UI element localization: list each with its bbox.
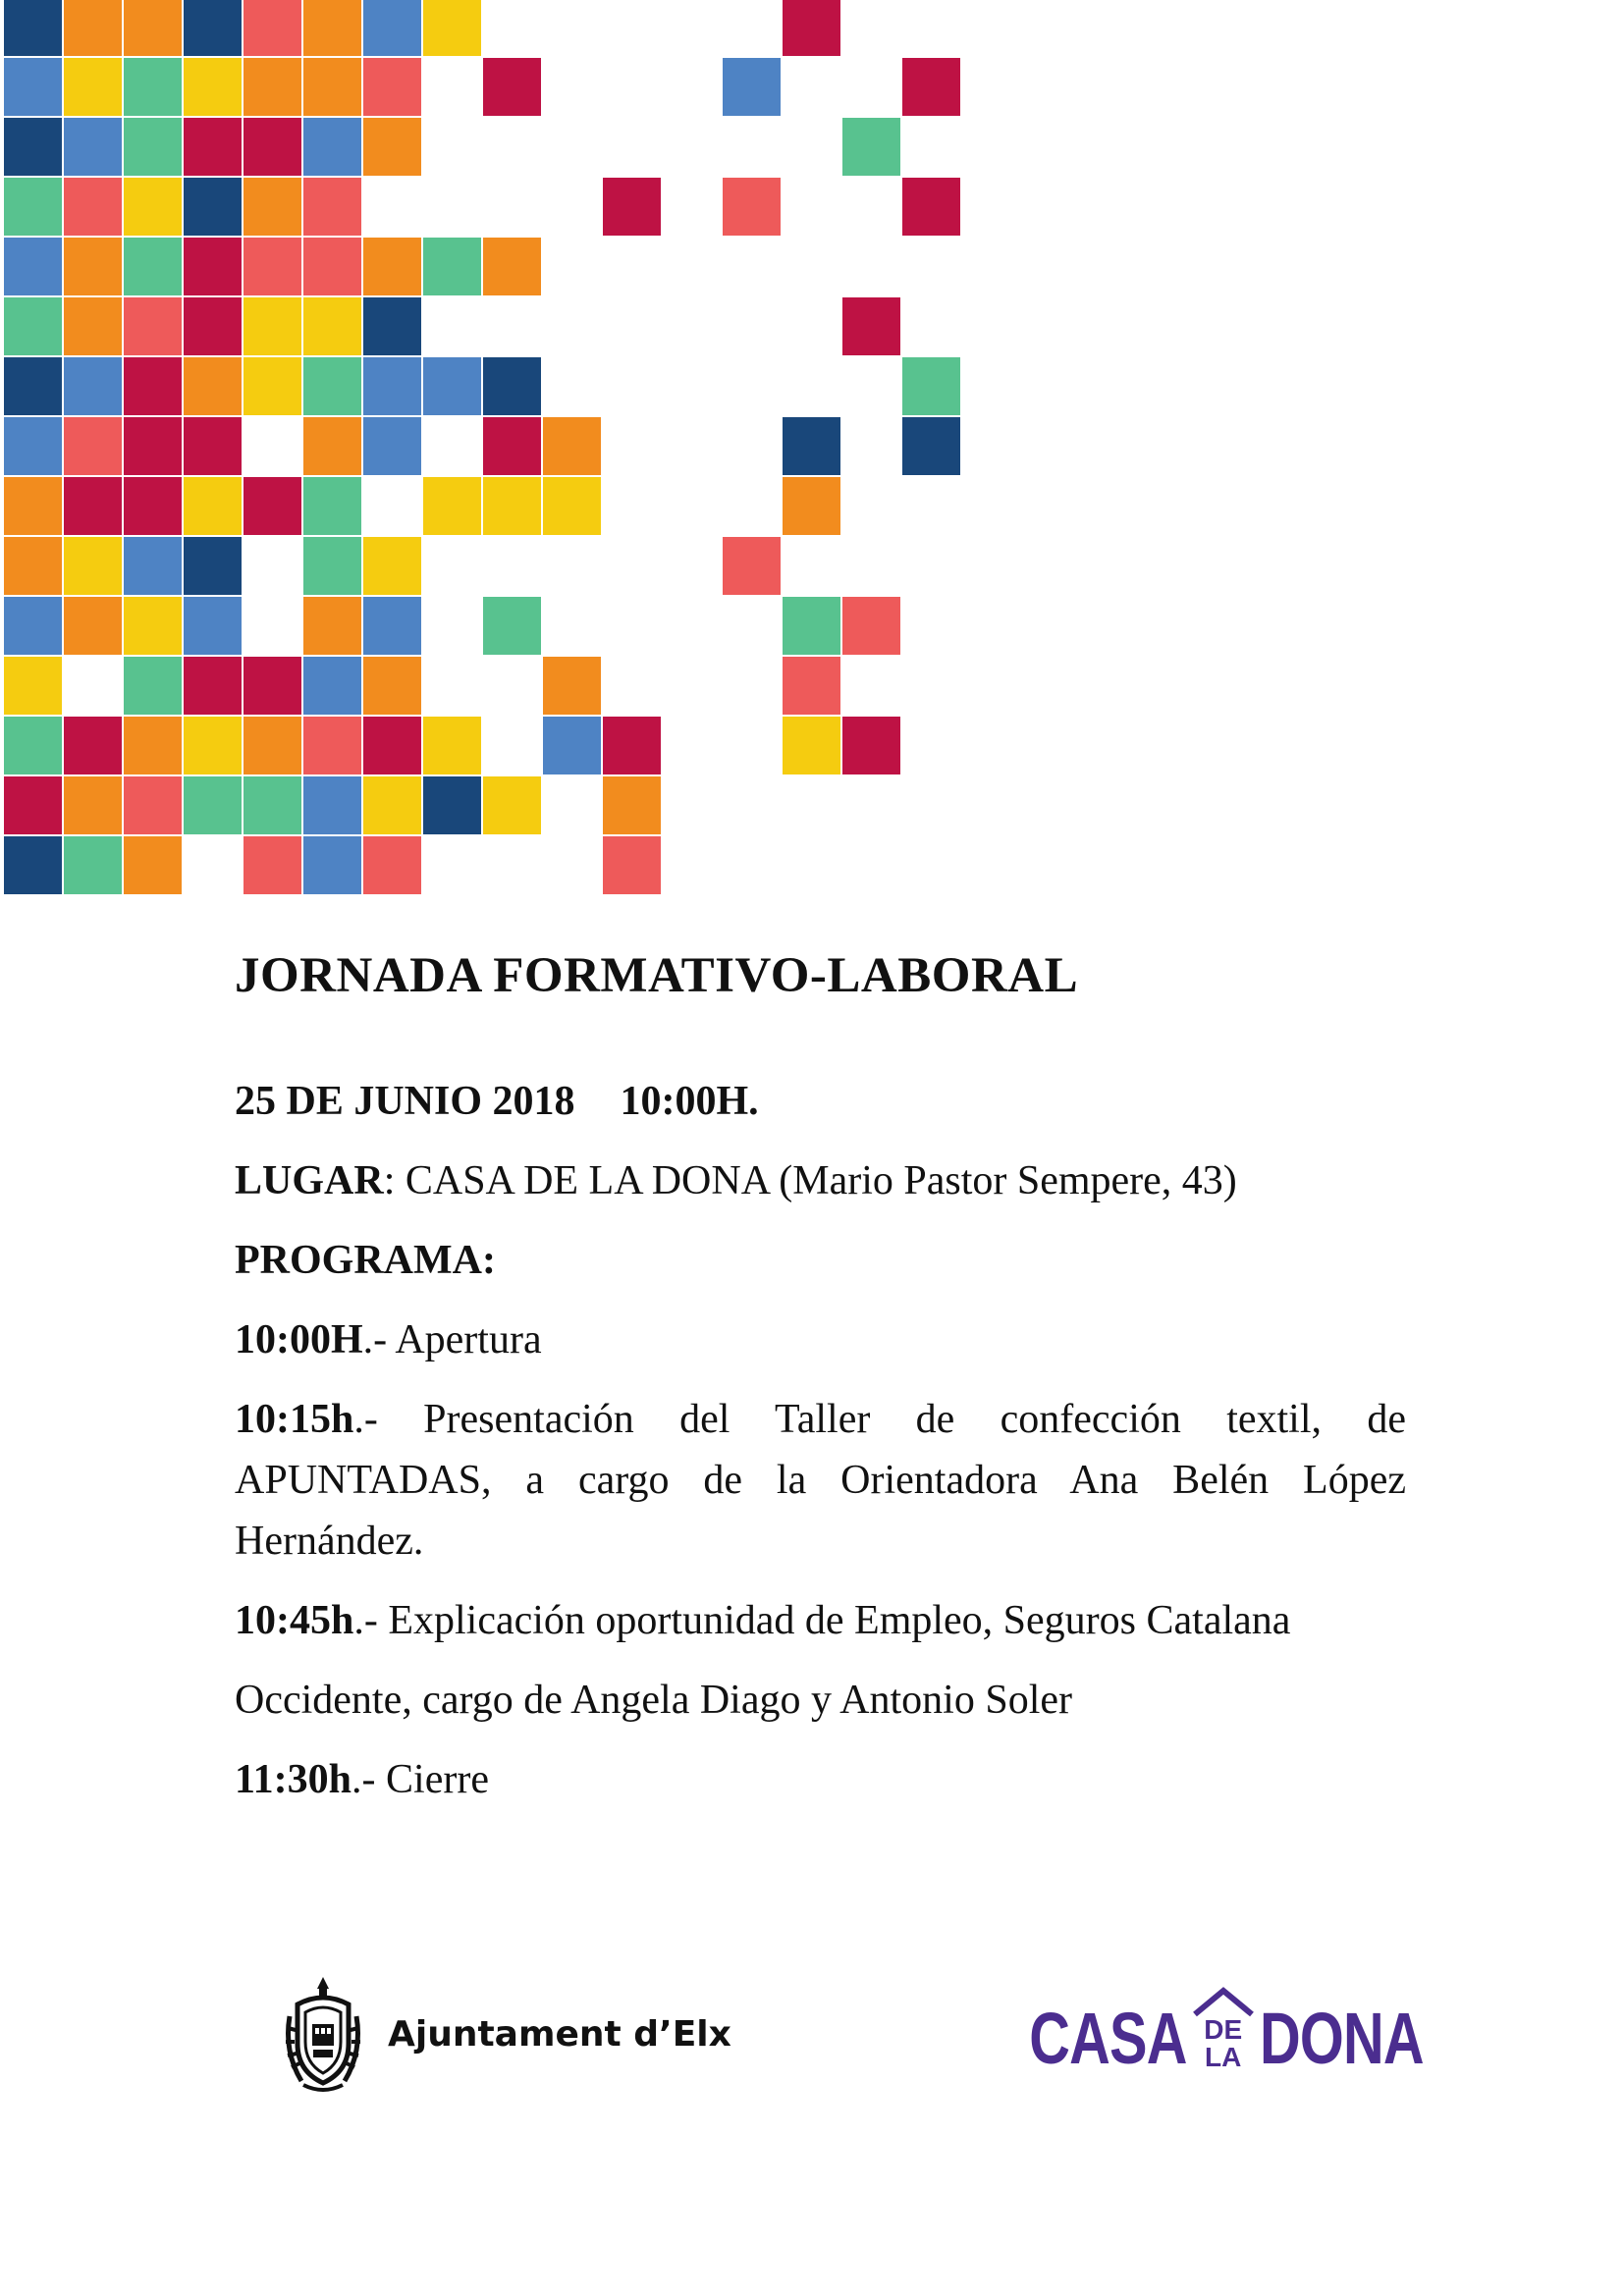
event-time: 10:00H.: [620, 1079, 759, 1124]
program-item-text: .- Cierre: [352, 1757, 489, 1802]
mosaic-tile: [363, 0, 421, 56]
mosaic-tile: [64, 597, 122, 655]
mosaic-tile: [303, 238, 361, 295]
la-word: LA: [1205, 2042, 1242, 2072]
mosaic-tile: [483, 417, 541, 475]
mosaic-tile: [303, 357, 361, 415]
mosaic-tile: [243, 477, 301, 535]
event-date: 25 DE JUNIO 2018: [235, 1079, 575, 1124]
mosaic-tile: [124, 597, 182, 655]
mosaic-tile: [184, 597, 242, 655]
mosaic-tile: [902, 58, 960, 116]
mosaic-tile: [4, 657, 62, 715]
mosaic-tile: [243, 0, 301, 56]
mosaic-tile: [124, 776, 182, 834]
mosaic-tile: [842, 597, 900, 655]
mosaic-tile: [4, 0, 62, 56]
mosaic-tile: [423, 776, 481, 834]
program-item-time: 10:00H: [235, 1317, 363, 1362]
mosaic-tile: [184, 537, 242, 595]
program-item-text: .- Apertura: [362, 1317, 542, 1362]
mosaic-tile: [902, 357, 960, 415]
mosaic-tile: [423, 717, 481, 774]
mosaic-tile: [124, 657, 182, 715]
program-item-time: 10:45h: [235, 1598, 354, 1643]
program-item: [235, 1749, 1406, 1810]
mosaic-tile: [243, 238, 301, 295]
mosaic-tile: [124, 178, 182, 236]
mosaic-tile: [303, 0, 361, 56]
program-item-time: 10:15h: [235, 1397, 354, 1442]
mosaic-tile: [603, 178, 661, 236]
mosaic-tile: [184, 417, 242, 475]
ajuntament-elx-logo: [280, 1973, 731, 2096]
mosaic-tile: [243, 836, 301, 894]
mosaic-tile: [363, 537, 421, 595]
mosaic-tile: [64, 537, 122, 595]
decorative-mosaic-header: [0, 0, 1208, 898]
mosaic-tile: [243, 58, 301, 116]
mosaic-tile: [64, 717, 122, 774]
mosaic-tile: [243, 118, 301, 176]
mosaic-tile: [124, 417, 182, 475]
mosaic-tile: [4, 537, 62, 595]
mosaic-tile: [783, 477, 840, 535]
mosaic-tile: [783, 657, 840, 715]
mosaic-tile: [64, 477, 122, 535]
program-item-text: .- Explicación oportunidad de Empleo, Seguros Catalana: [353, 1598, 1291, 1643]
mosaic-tile: [363, 58, 421, 116]
mosaic-tile: [303, 836, 361, 894]
mosaic-tile: [303, 537, 361, 595]
de-word: DE: [1204, 2014, 1243, 2045]
mosaic-tile: [184, 118, 242, 176]
mosaic-tile: [543, 477, 601, 535]
mosaic-tile: [363, 357, 421, 415]
mosaic-tile: [124, 537, 182, 595]
mosaic-tile: [64, 0, 122, 56]
mosaic-tile: [64, 776, 122, 834]
mosaic-tile: [243, 357, 301, 415]
casa-de-la-dona-logo: [985, 1985, 1470, 2079]
mosaic-tile: [483, 477, 541, 535]
event-title: JORNADA FORMATIVO-LABORAL: [235, 948, 1079, 1003]
mosaic-tile: [303, 297, 361, 355]
dona-word: DONA: [1259, 1998, 1424, 2079]
mosaic-tile: [363, 238, 421, 295]
mosaic-tile: [483, 776, 541, 834]
mosaic-tile: [842, 297, 900, 355]
mosaic-tile: [363, 597, 421, 655]
mosaic-tile: [303, 776, 361, 834]
program-item: [235, 1389, 1406, 1572]
event-date-time: [235, 1071, 1406, 1132]
casa-word: CASA: [1029, 1998, 1187, 2079]
mosaic-tile: [783, 597, 840, 655]
mosaic-tile: [423, 357, 481, 415]
mosaic-tile: [423, 238, 481, 295]
mosaic-tile: [723, 58, 781, 116]
mosaic-tile: [783, 417, 840, 475]
mosaic-tile: [124, 477, 182, 535]
mosaic-tile: [64, 836, 122, 894]
mosaic-tile: [4, 357, 62, 415]
program-item-time: 11:30h: [235, 1757, 352, 1802]
mosaic-tile: [902, 178, 960, 236]
program-item: [235, 1590, 1406, 1651]
mosaic-tile: [603, 836, 661, 894]
mosaic-tile: [184, 717, 242, 774]
event-content: [235, 947, 1406, 1829]
mosaic-tile: [423, 477, 481, 535]
mosaic-tile: [243, 297, 301, 355]
mosaic-tile: [363, 118, 421, 176]
mosaic-tile: [483, 238, 541, 295]
mosaic-tile: [64, 58, 122, 116]
mosaic-tile: [64, 417, 122, 475]
mosaic-tile: [124, 836, 182, 894]
mosaic-tile: [303, 58, 361, 116]
mosaic-tile: [603, 717, 661, 774]
mosaic-tile: [4, 597, 62, 655]
mosaic-tile: [184, 238, 242, 295]
elx-coat-of-arms-icon: [280, 1973, 366, 2096]
location-label: LUGAR: [235, 1158, 384, 1203]
mosaic-tile: [423, 0, 481, 56]
mosaic-tile: [4, 836, 62, 894]
mosaic-tile: [543, 417, 601, 475]
mosaic-tile: [303, 417, 361, 475]
mosaic-tile: [124, 118, 182, 176]
mosaic-tile: [723, 537, 781, 595]
event-location: [235, 1150, 1406, 1211]
mosaic-tile: [124, 357, 182, 415]
mosaic-tile: [184, 178, 242, 236]
mosaic-tile: [4, 297, 62, 355]
mosaic-tile: [64, 357, 122, 415]
mosaic-tile: [64, 118, 122, 176]
mosaic-tile: [483, 58, 541, 116]
mosaic-tile: [184, 58, 242, 116]
mosaic-tile: [4, 477, 62, 535]
mosaic-tile: [243, 717, 301, 774]
mosaic-tile: [184, 477, 242, 535]
mosaic-tile: [184, 776, 242, 834]
mosaic-tile: [4, 717, 62, 774]
program-item-text: .- Presentación del Taller de confección textil, de APUNTADAS, a cargo de la Orientadora Ana Belén López Hernández.: [235, 1397, 1406, 1564]
mosaic-tile: [64, 178, 122, 236]
mosaic-tile: [64, 238, 122, 295]
mosaic-tile: [4, 118, 62, 176]
mosaic-tile: [783, 717, 840, 774]
mosaic-tile: [543, 657, 601, 715]
mosaic-tile: [842, 118, 900, 176]
mosaic-tile: [303, 118, 361, 176]
mosaic-tile: [243, 657, 301, 715]
mosaic-tile: [723, 178, 781, 236]
footer-logos: [0, 1973, 1623, 2110]
program-heading: [235, 1230, 1406, 1291]
mosaic-tile: [184, 297, 242, 355]
mosaic-tile: [363, 417, 421, 475]
mosaic-tile: [184, 0, 242, 56]
elx-label: Ajuntament d’Elx: [388, 2014, 731, 2055]
mosaic-tile: [184, 657, 242, 715]
mosaic-tile: [603, 776, 661, 834]
mosaic-tile: [363, 776, 421, 834]
mosaic-tile: [184, 357, 242, 415]
mosaic-tile: [303, 597, 361, 655]
mosaic-tile: [124, 238, 182, 295]
mosaic-tile: [543, 717, 601, 774]
location-value: : CASA DE LA DONA (Mario Pastor Sempere, 43): [383, 1158, 1237, 1203]
mosaic-tile: [124, 717, 182, 774]
mosaic-tile: [303, 717, 361, 774]
mosaic-tile: [902, 417, 960, 475]
mosaic-tile: [303, 477, 361, 535]
mosaic-tile: [124, 58, 182, 116]
mosaic-tile: [303, 178, 361, 236]
mosaic-tile: [124, 0, 182, 56]
mosaic-tile: [483, 357, 541, 415]
mosaic-tile: [4, 178, 62, 236]
mosaic-tile: [363, 717, 421, 774]
mosaic-tile: [4, 58, 62, 116]
mosaic-tile: [124, 297, 182, 355]
program-item-continuation: Occidente, cargo de Angela Diago y Antonio Soler: [235, 1678, 1073, 1723]
mosaic-tile: [64, 297, 122, 355]
mosaic-tile: [363, 297, 421, 355]
mosaic-tile: [363, 657, 421, 715]
mosaic-tile: [783, 0, 840, 56]
mosaic-tile: [363, 836, 421, 894]
mosaic-tile: [4, 776, 62, 834]
mosaic-tile: [483, 597, 541, 655]
mosaic-tile: [243, 178, 301, 236]
mosaic-tile: [303, 657, 361, 715]
program-item: [235, 1309, 1406, 1370]
mosaic-tile: [4, 238, 62, 295]
house-icon: [1189, 1985, 1258, 2075]
mosaic-tile: [842, 717, 900, 774]
mosaic-tile: [4, 417, 62, 475]
mosaic-tile: [243, 776, 301, 834]
program-heading-text: PROGRAMA:: [235, 1238, 496, 1283]
